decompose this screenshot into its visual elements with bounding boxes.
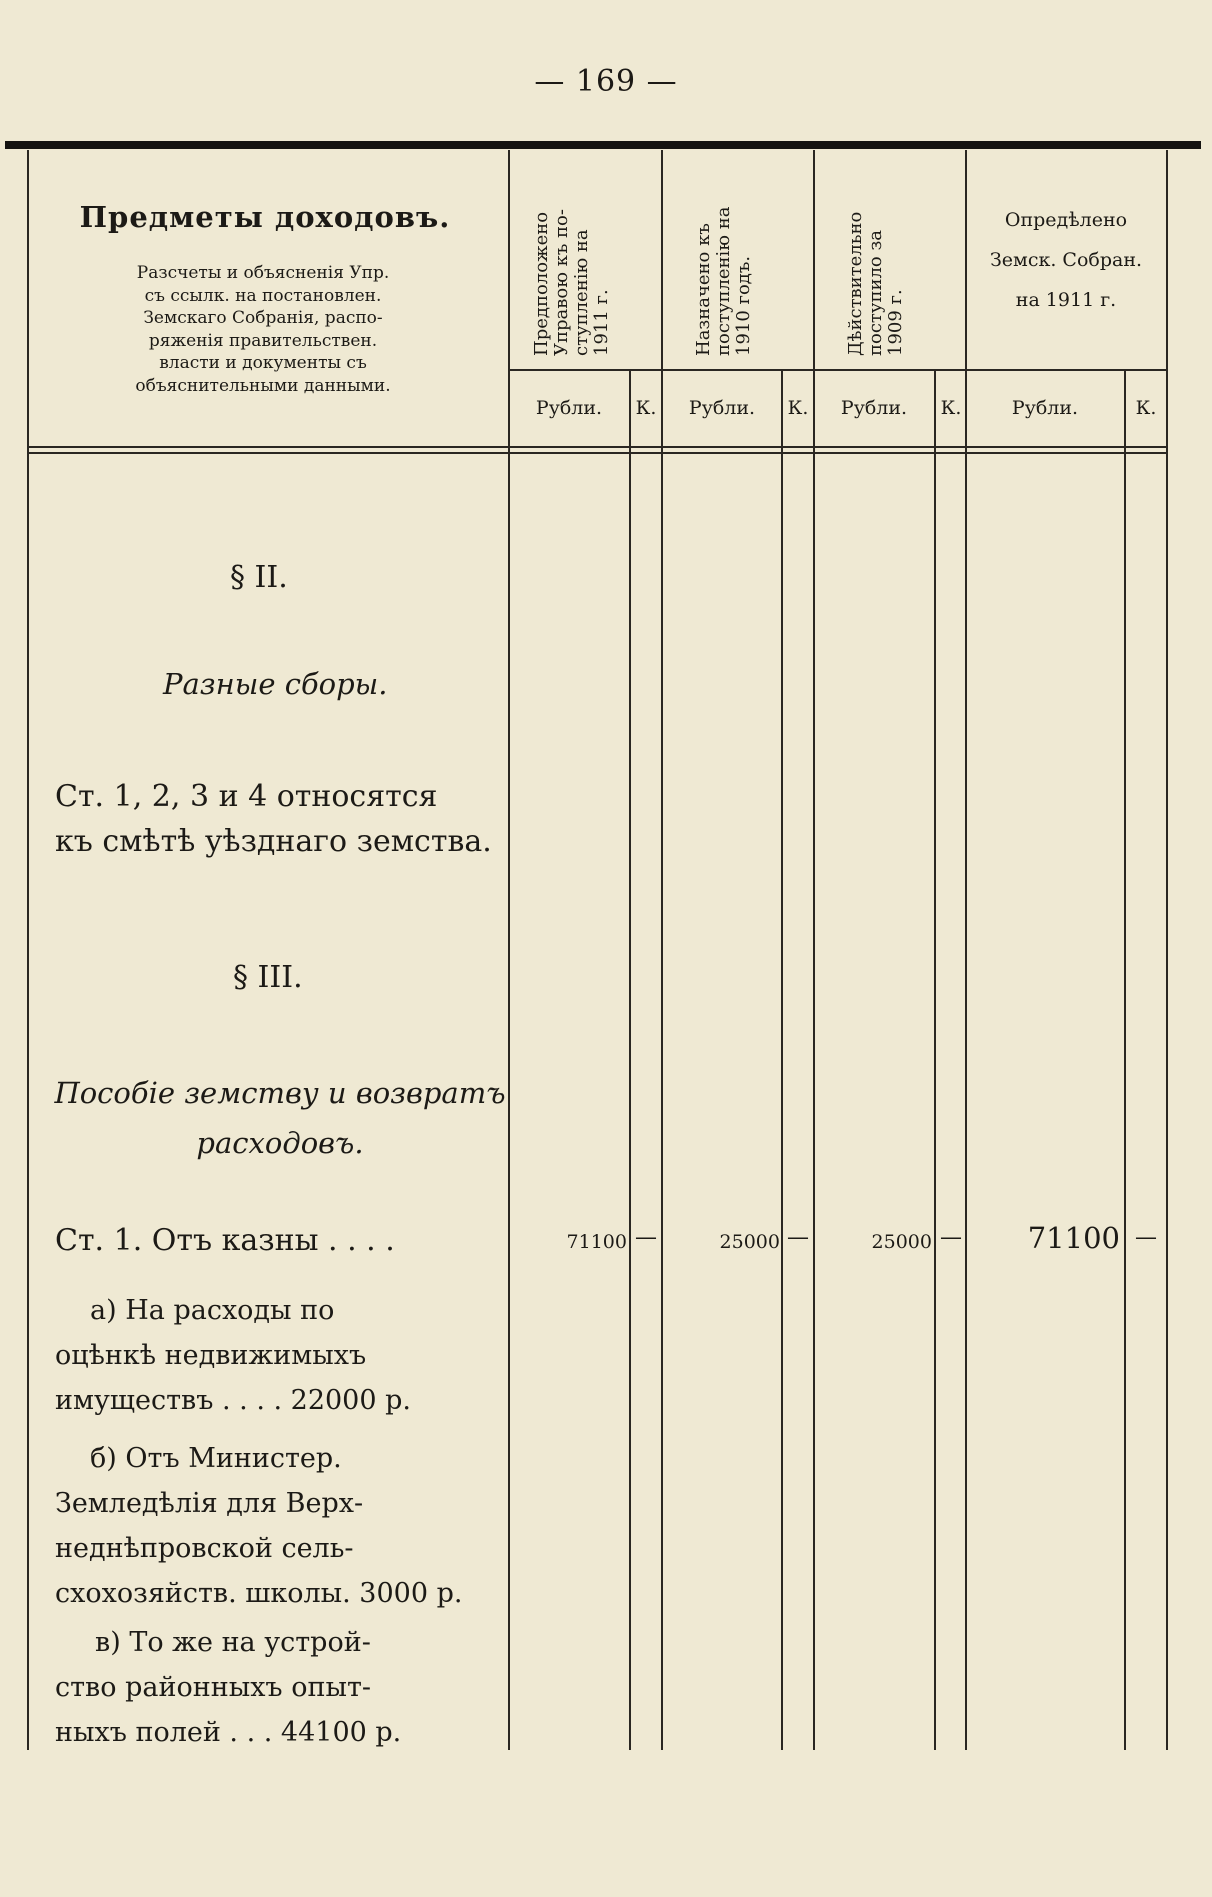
section-2-text-line: къ смѣтѣ уѣзднаго земства.	[55, 824, 492, 859]
col-sep-3	[813, 150, 815, 1750]
header-description-line: Земскаго Собранія, распо-	[143, 308, 383, 328]
item-b-line: Земледѣлія для Верх-	[55, 1488, 364, 1519]
value-actual-1909: 25000	[871, 1231, 932, 1253]
frame-right	[1166, 150, 1168, 1750]
item-a-line: оцѣнкѣ недвижимыхъ	[55, 1340, 367, 1371]
kop-sep-1	[629, 370, 631, 1750]
kopecks-dash: —	[940, 1225, 962, 1250]
col-sep-1	[508, 150, 510, 1750]
article-1: Ст. 1. Отъ казны . . . .	[55, 1223, 395, 1258]
column-header-actual-1909: Дѣйствительно поступило за 1909 г.	[845, 211, 906, 356]
item-b-line: схохозяйств. школы. 3000 р.	[55, 1578, 463, 1609]
value-approved-1911: 71100	[1027, 1221, 1120, 1255]
page-number: — 169 —	[534, 64, 678, 99]
item-a-line: имуществъ . . . . 22000 р.	[55, 1385, 411, 1416]
section-3-title	[50, 1068, 510, 1168]
unit-rubles: Рубли.	[1011, 397, 1079, 419]
section-2-text	[55, 774, 492, 864]
header-description-line: объяснительными данными.	[135, 375, 391, 396]
header-rule-1	[27, 446, 1168, 448]
section-2-title: Разные сборы.	[163, 667, 388, 701]
column-header-approved-1911	[966, 200, 1166, 320]
unit-rubles: Рубли.	[840, 397, 908, 419]
section-3-title-line: расходовъ.	[196, 1126, 364, 1160]
unit-rubles: Рубли.	[535, 397, 603, 419]
item-b	[55, 1436, 462, 1616]
item-b-line: б) Отъ Министер.	[90, 1443, 342, 1474]
column-header-assigned-1910: Назначено къ поступленію на 1910 годъ.	[693, 206, 754, 356]
item-a-line: а) На расходы по	[90, 1295, 335, 1326]
section-2-heading: § II.	[230, 560, 288, 595]
item-v	[55, 1620, 401, 1755]
value-proposed-1911: 71100	[566, 1231, 627, 1253]
kopecks-dash: —	[635, 1225, 657, 1250]
kop-sep-4	[1124, 370, 1126, 1750]
top-rule	[5, 141, 1201, 149]
kop-sep-2	[781, 370, 783, 1750]
item-v-line: ство районныхъ опыт-	[55, 1672, 371, 1703]
header-description-line: съ ссылк. на постановлен.	[144, 285, 382, 306]
col-sep-4	[965, 150, 967, 1750]
column-header-proposed-1911: Предположено Управою къ по- ступленію на 1911 г.	[531, 209, 612, 356]
column-header-approved-line: Земск. Собран.	[989, 249, 1143, 271]
section-3-heading: § III.	[233, 960, 303, 995]
unit-kopecks: К.	[940, 397, 962, 419]
item-b-line: неднѣпровской сель-	[55, 1533, 354, 1564]
header-description-line: Разсчеты и объясненія Упр.	[136, 263, 390, 283]
header-description	[58, 262, 468, 397]
item-v-line: ныхъ полей . . . 44100 р.	[55, 1717, 402, 1748]
header-description-line: ряженія правительствен.	[148, 330, 378, 351]
header-description-line: власти и документы съ	[159, 353, 367, 373]
kopecks-dash: —	[1135, 1225, 1157, 1250]
column-header-approved-line: Опредѣлено	[1004, 209, 1128, 231]
item-a	[55, 1288, 411, 1423]
section-3-title-line: Пособіе земству и возвратъ	[54, 1076, 506, 1110]
unit-rubles: Рубли.	[688, 397, 756, 419]
header-rule-2	[27, 452, 1168, 454]
header-title: Предметы доходовъ.	[79, 200, 451, 234]
unit-kopecks: К.	[1135, 397, 1157, 419]
column-header-approved-line: на 1911 г.	[1015, 289, 1117, 311]
unit-kopecks: К.	[787, 397, 809, 419]
kop-sep-3	[934, 370, 936, 1750]
item-v-line: в) То же на устрой-	[95, 1627, 371, 1658]
section-2-text-line: Ст. 1, 2, 3 и 4 относятся	[55, 779, 438, 814]
col-sep-2	[661, 150, 663, 1750]
header-subrule	[508, 369, 1168, 371]
kopecks-dash: —	[787, 1225, 809, 1250]
frame-left	[27, 150, 29, 1750]
value-assigned-1910: 25000	[719, 1231, 780, 1253]
unit-kopecks: К.	[635, 397, 657, 419]
